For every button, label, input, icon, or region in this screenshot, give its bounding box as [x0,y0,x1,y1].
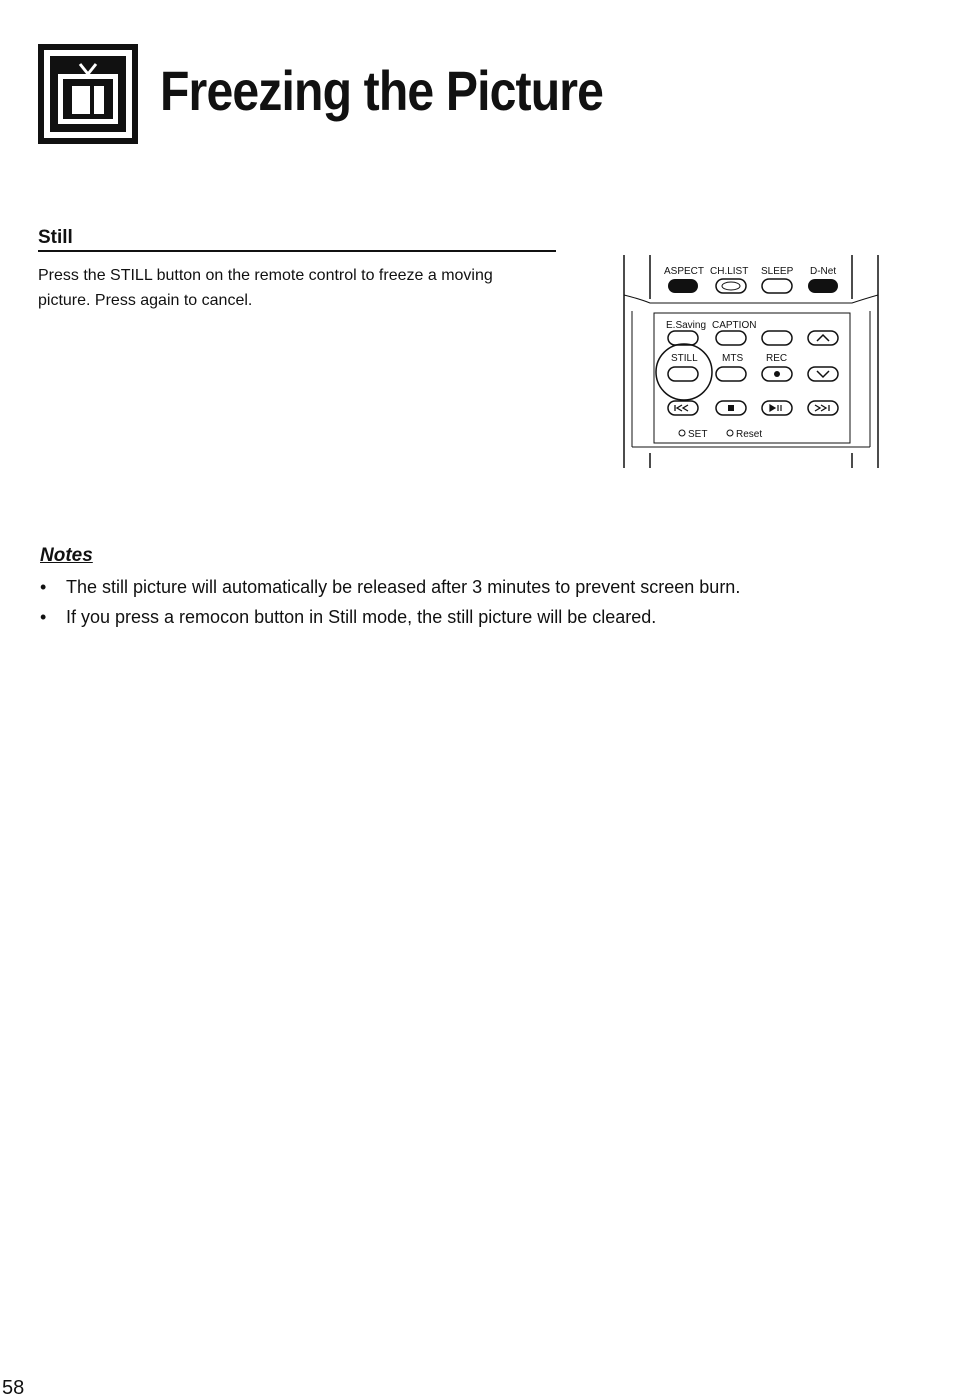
remote-control-illustration [620,255,882,470]
mts-button[interactable] [716,367,746,381]
label-ch-list: CH.LIST [710,266,749,277]
e-saving-button[interactable] [668,331,698,345]
notes-list [36,572,936,632]
list-item: • The still picture will automatically be released after 3 minutes to prevent screen burn. [36,572,936,602]
tv-icon [38,44,138,144]
section-heading: Still [38,227,556,252]
label-set: SET [688,429,708,440]
label-rec: REC [766,353,788,364]
fast-forward-button[interactable] [808,401,838,415]
still-button[interactable] [668,367,698,381]
label-aspect: ASPECT [664,266,705,277]
sleep-button[interactable] [762,279,792,293]
label-d-net: D-Net [810,266,837,277]
notes-heading: Notes [40,545,93,566]
page-title: Freezing the Picture [160,59,604,122]
channel-down-button[interactable] [808,367,838,381]
label-reset: Reset [736,429,763,440]
label-sleep: SLEEP [761,266,794,277]
page-number: 58 [2,1377,25,1399]
caption-button[interactable] [716,331,746,345]
d-net-button[interactable] [808,279,838,293]
aspect-button[interactable] [668,279,698,293]
label-mts: MTS [722,353,744,364]
blank-button[interactable] [762,331,792,345]
label-caption: CAPTION [712,320,757,331]
label-e-saving: E.Saving [666,320,707,331]
play-pause-button[interactable] [762,401,792,415]
list-item: • If you press a remocon button in Still mode, the still picture will be cleared. [36,602,936,632]
channel-up-button[interactable] [808,331,838,345]
section-body: Press the STILL button on the remote control to freeze a moving picture. Press again to cancel. [38,267,493,309]
ch-list-button[interactable] [716,279,746,293]
label-still: STILL [671,353,698,364]
